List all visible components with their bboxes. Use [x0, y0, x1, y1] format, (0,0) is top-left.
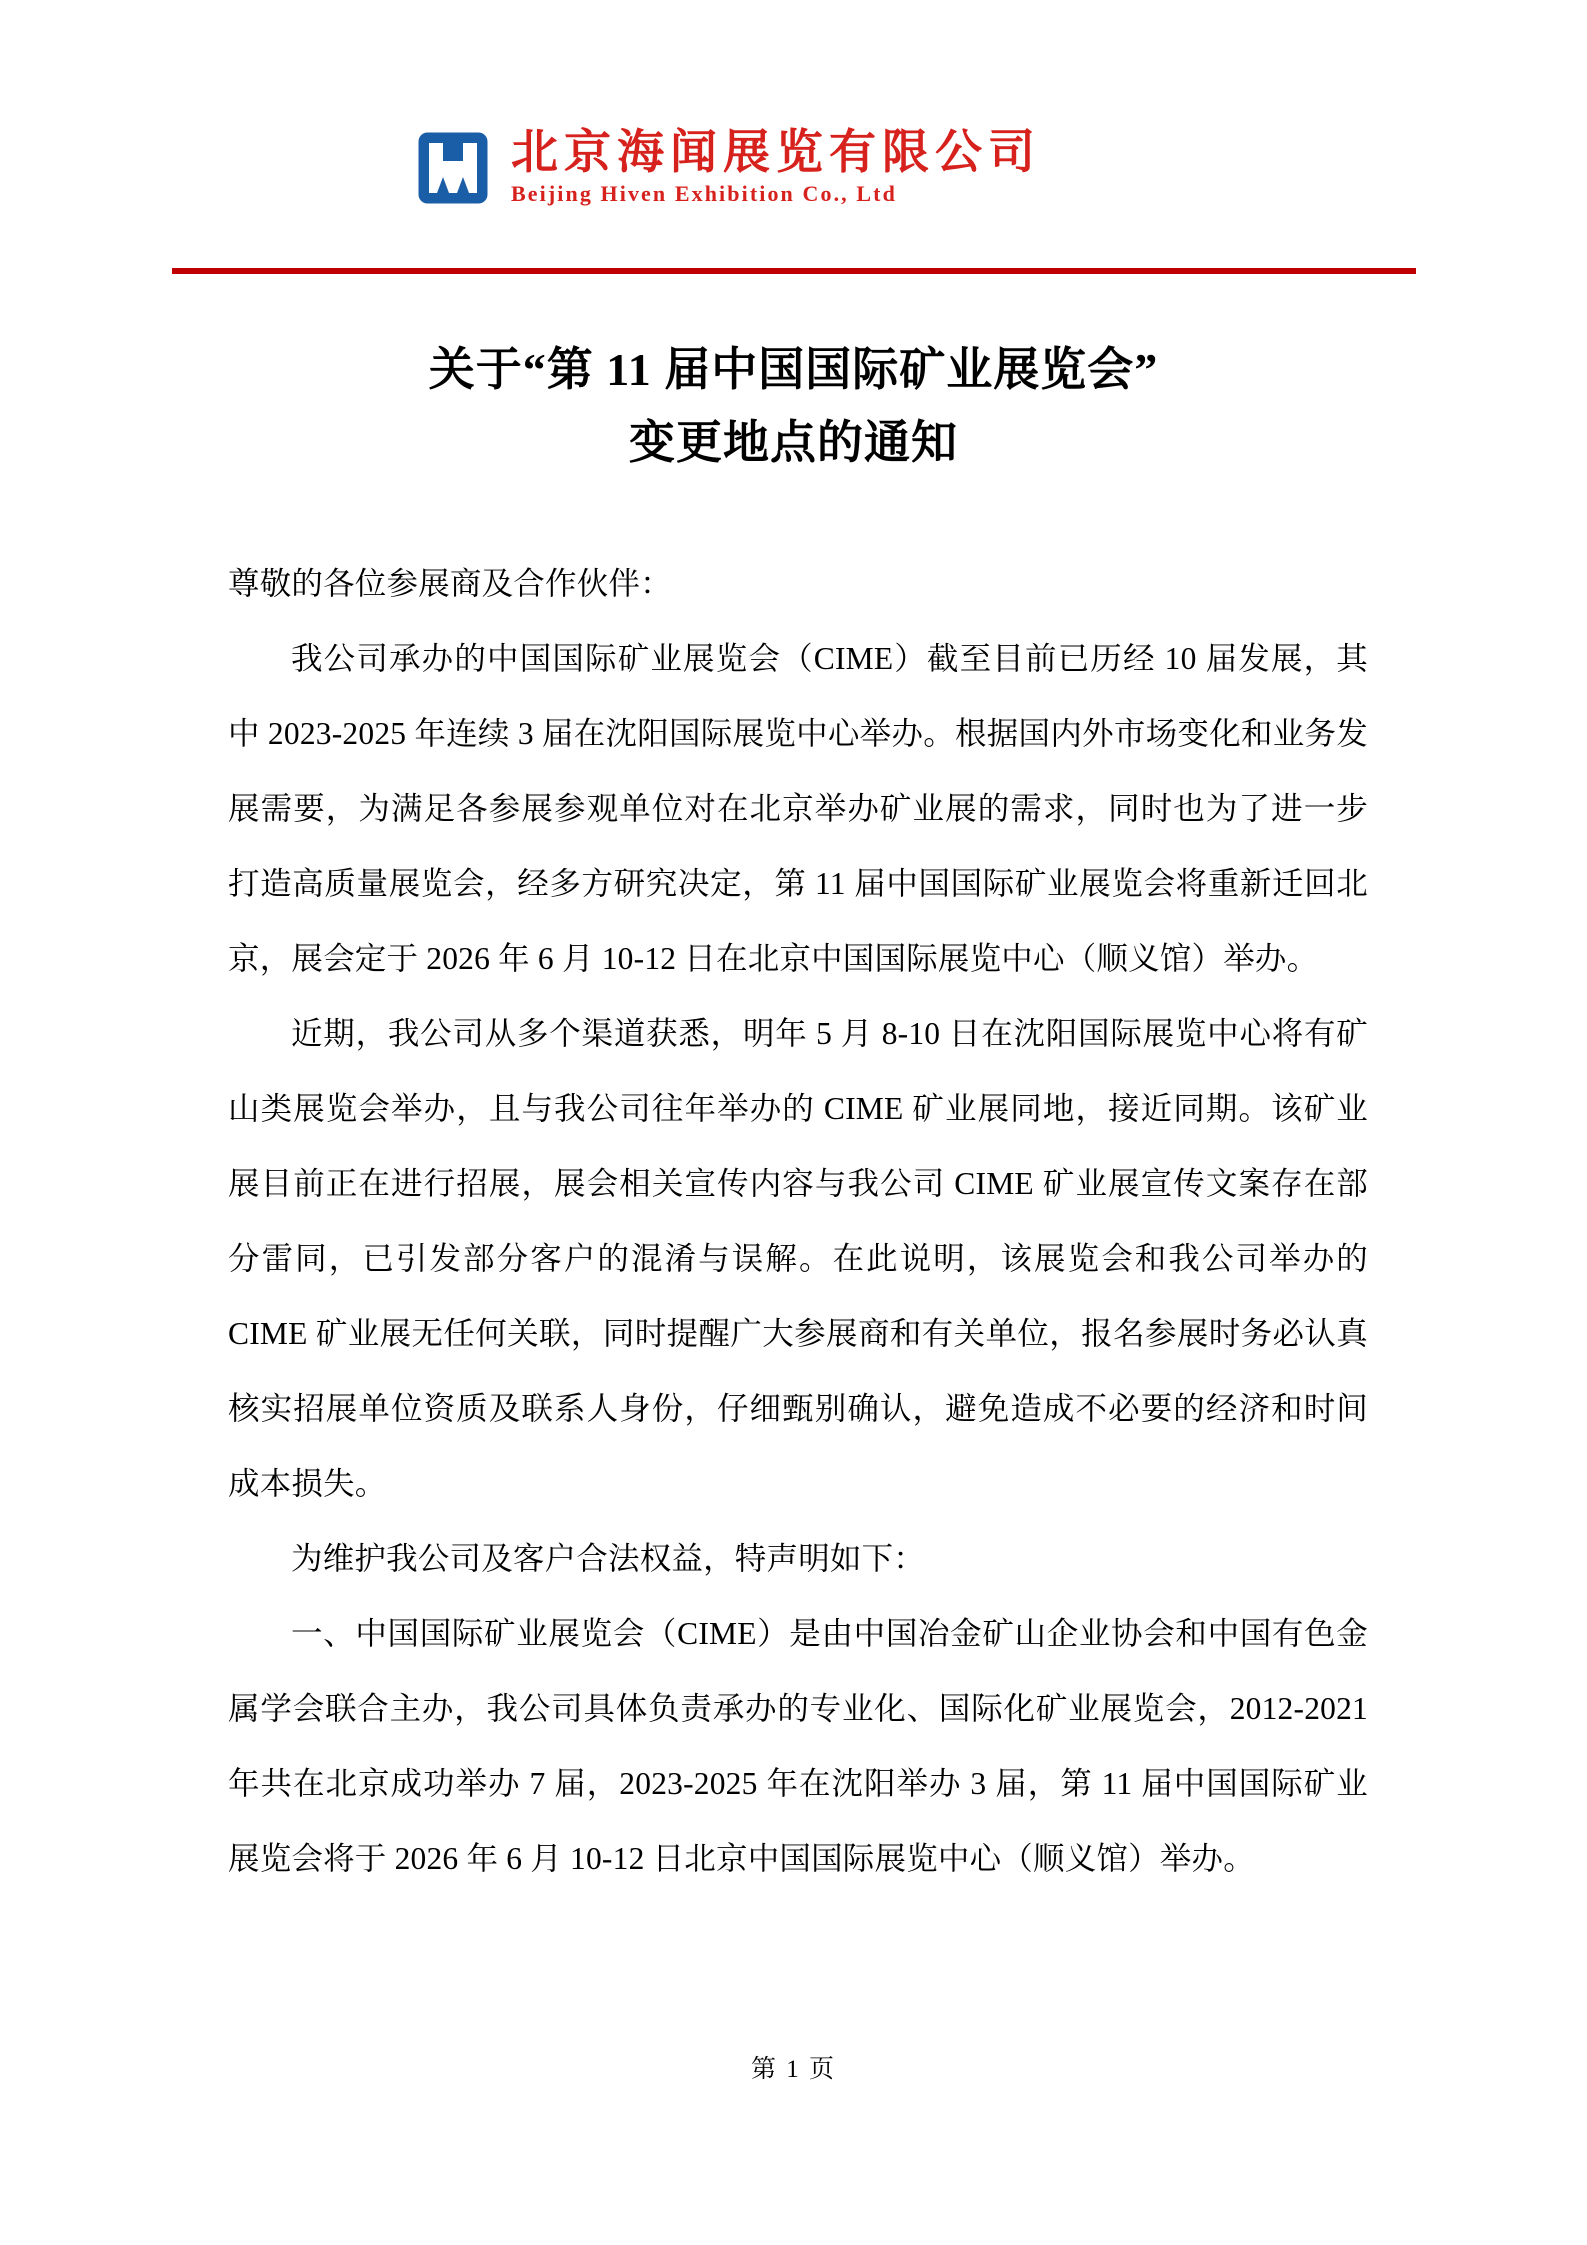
body-paragraph-1: 我公司承办的中国国际矿业展览会（CIME）截至目前已历经 10 届发展，其中 2023-2025 年连续 3 届在沈阳国际展览中心举办。根据国内外市场变化和业务发展需要，为满足各参展参观单位对在北京举办矿业展的需求，同时也为了进一步打造高质量展览会，经多方研究决定，第 11 届中国国际矿业展览会将重新迁回北京，展会定于 2026 年 6 月 10-12 日在北京中国国际展览中心（顺义馆）举办。 — [228, 641, 1368, 976]
company-name-en: Beijing Hiven Exhibition Co., Ltd — [511, 181, 897, 206]
body-paragraph-4: 一、中国国际矿业展览会（CIME）是由中国冶金矿山企业协会和中国有色金属学会联合主办，我公司具体负责承办的专业化、国际化矿业展览会，2012-2021 年共在北京成功举办 7 届，2023-2025 年在沈阳举办 3 届，第 11 届中国国际矿业展览会将于 2026 年 6 月 10-12 日北京中国国际展览中心（顺义馆）举办。 — [228, 1616, 1368, 1876]
page-title — [0, 333, 1587, 479]
page-number-label: 第 1 页 — [750, 2056, 836, 2083]
page-footer — [0, 2055, 1587, 2085]
page-title-line-2: 变更地点的通知 — [629, 417, 958, 468]
body-paragraph-2: 近期，我公司从多个渠道获悉，明年 5 月 8-10 日在沈阳国际展览中心将有矿山类展览会举办，且与我公司往年举办的 CIME 矿业展同地，接近同期。该矿业展目前正在进行招展，展会相关宣传内容与我公司 CIME 矿业展宣传文案存在部分雷同，已引发部分客户的混淆与误解。在此说明，该展览会和我公司举办的 CIME 矿业展无任何关联，同时提醒广大参展商和有关单位，报名参展时务必认真核实招展单位资质及联系人身份，仔细甄别确认，避免造成不必要的经济和时间成本损失。 — [228, 1016, 1368, 1501]
salutation: 尊敬的各位参展商及合作伙伴： — [228, 566, 672, 601]
company-logo-block — [417, 128, 1041, 207]
hiven-h-monogram-icon — [417, 131, 489, 205]
letterhead-divider — [172, 268, 1416, 274]
page-title-line-1: 关于“第 11 届中国国际矿业展览会” — [428, 344, 1159, 395]
company-logo-text — [511, 128, 1041, 207]
letterhead — [0, 0, 1587, 276]
document-body — [228, 546, 1368, 1896]
body-paragraph-3: 为维护我公司及客户合法权益，特声明如下： — [291, 1541, 926, 1576]
company-name-cn: 北京海闻展览有限公司 — [511, 127, 1041, 179]
